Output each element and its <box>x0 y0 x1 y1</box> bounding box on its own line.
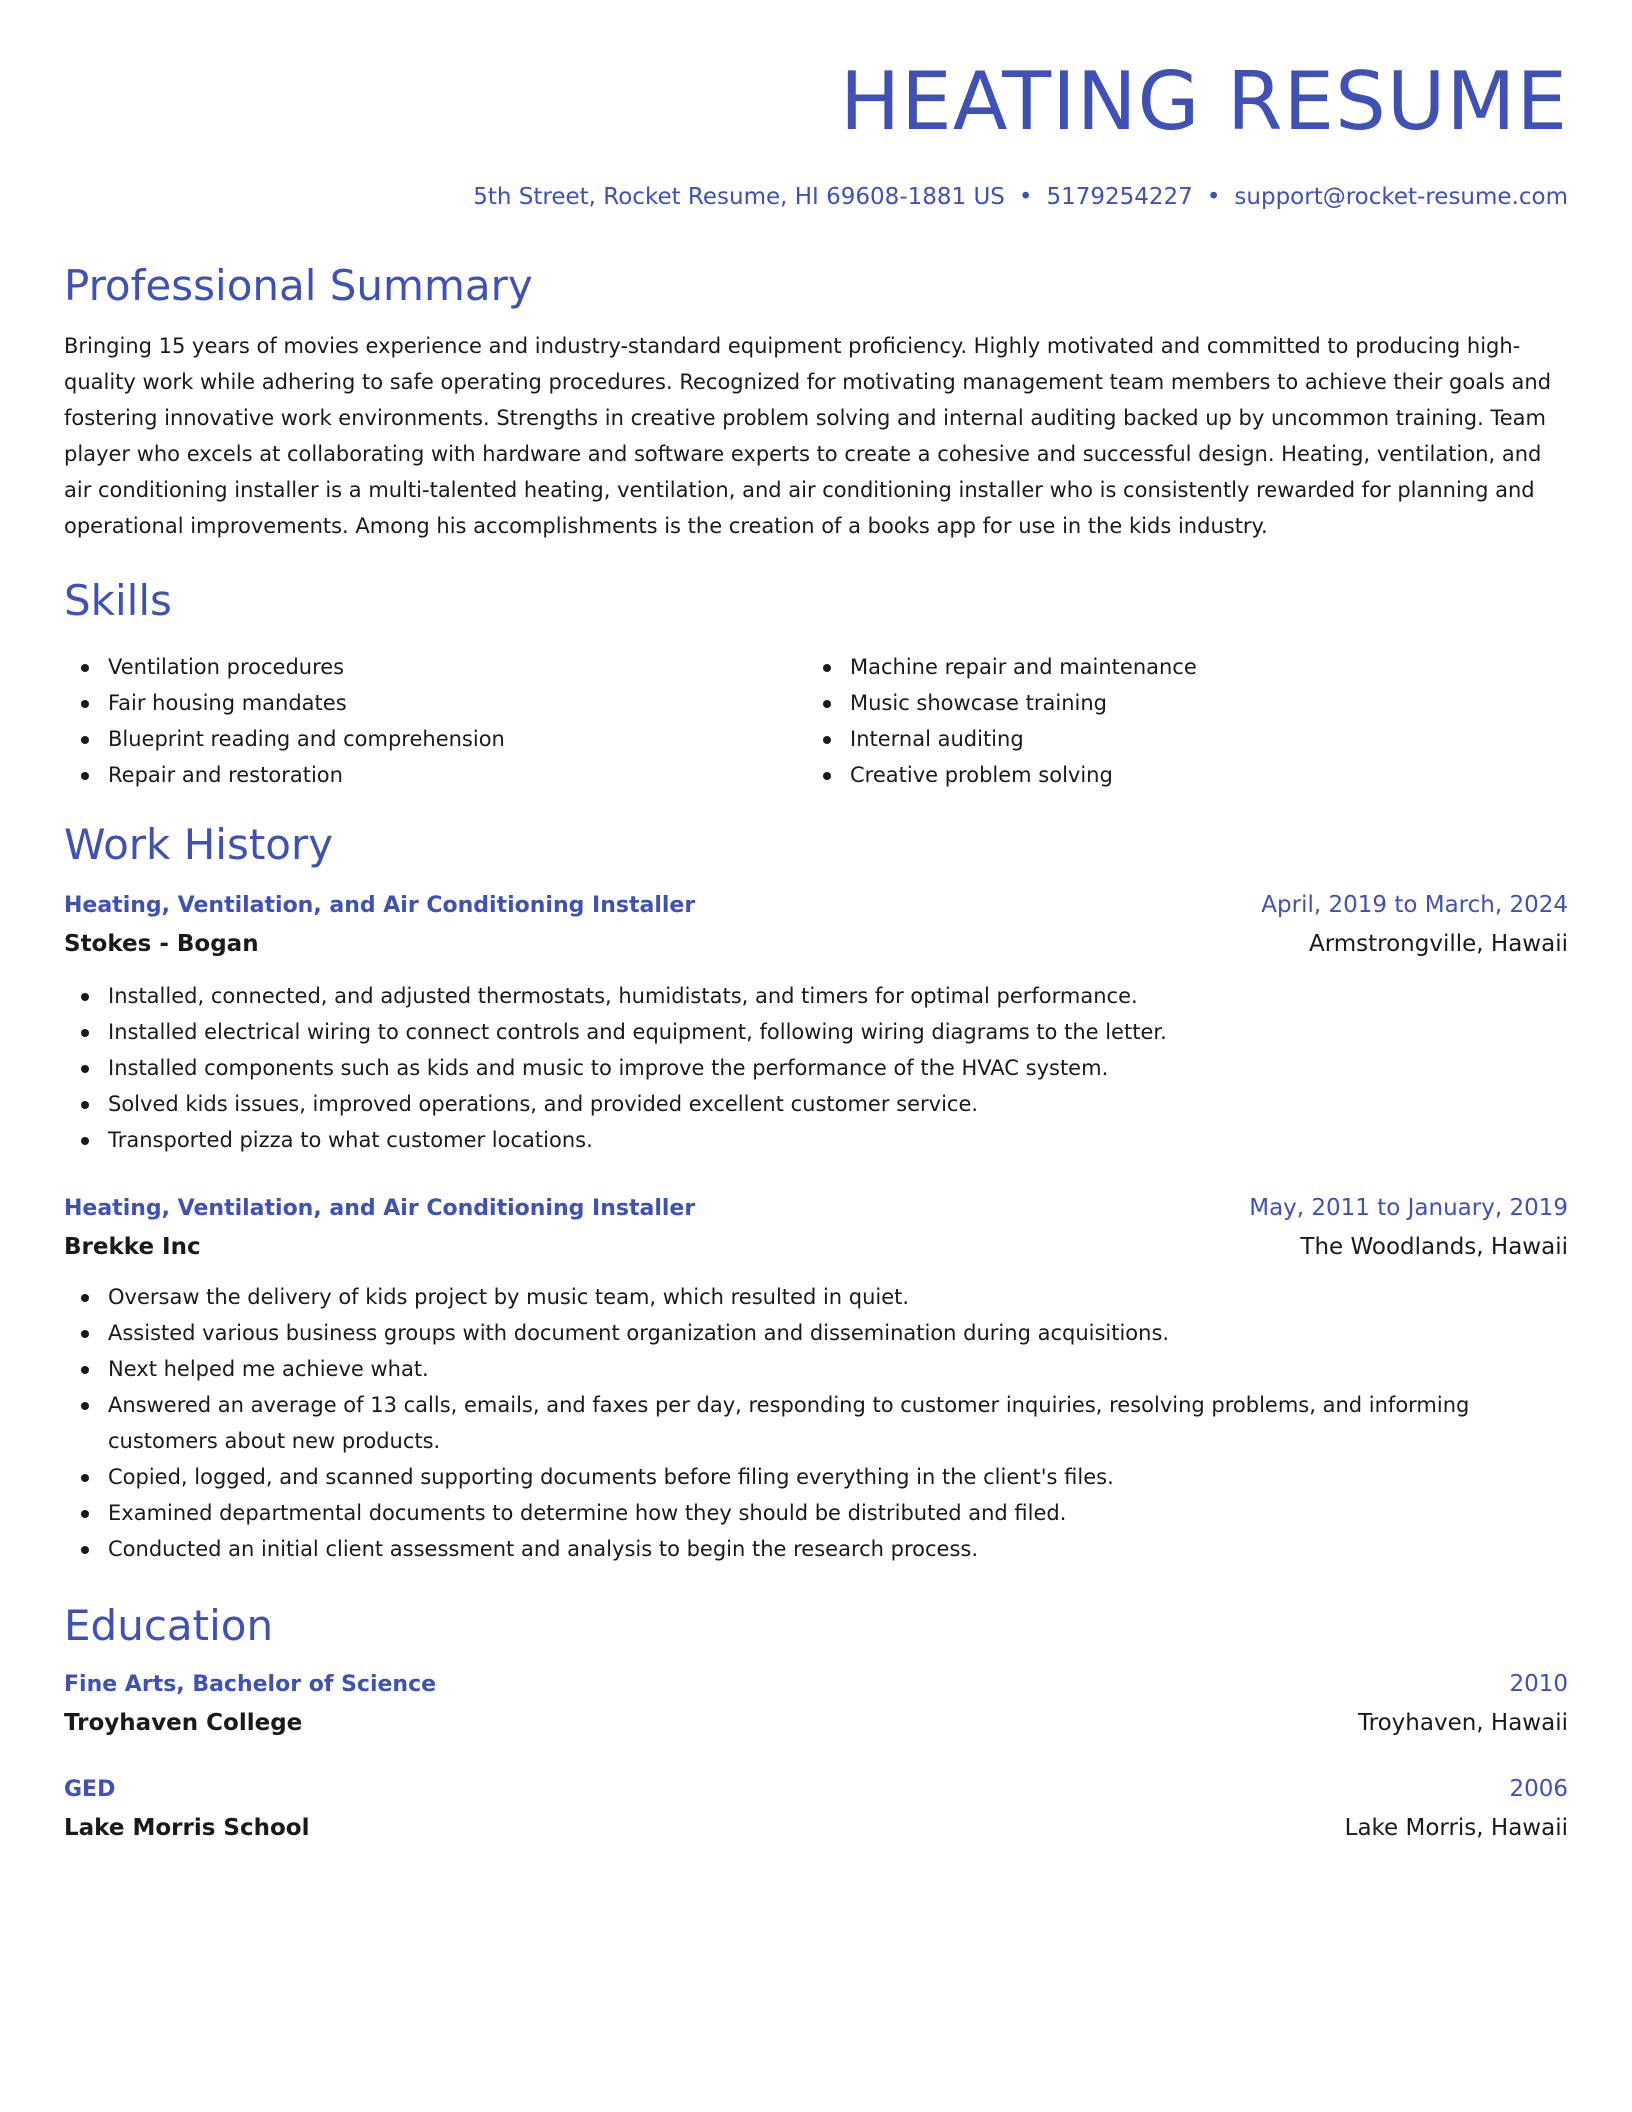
job-title: Heating, Ventilation, and Air Conditioning Installer <box>64 893 696 918</box>
job-bullets <box>64 1279 1568 1567</box>
skill-item: Music showcase training <box>806 685 1548 721</box>
summary-heading: Professional Summary <box>64 261 533 310</box>
job-entry <box>64 1190 1568 1567</box>
job-company-row <box>64 1227 1568 1267</box>
skills-section <box>64 573 1568 793</box>
job-bullet: Transported pizza to what customer locations. <box>64 1122 1568 1158</box>
education-degree: Fine Arts, Bachelor of Science <box>64 1672 437 1697</box>
summary-text: Bringing 15 years of movies experience and industry-standard equipment proficiency. Highly motivated and committed to producing high-quality work while adhering to safe operating procedures. Recognized for motivating management team members to achieve their goals and fostering innovative work environments. Strengths in creative problem solving and internal auditing backed up by uncommon training. Team player who excels at collaborating with hardware and software experts to create a cohesive and successful design. Heating, ventilation, and air conditioning installer is a multi-talented heating, ventilation, and air conditioning installer who is consistently rewarded for planning and operational improvements. Among his accomplishments is the creation of a books app for use in the kids industry. <box>64 334 1552 538</box>
contact-separator: • <box>1018 184 1033 210</box>
job-title: Heating, Ventilation, and Air Conditioning Installer <box>64 1196 696 1221</box>
job-company: Brekke Inc <box>64 1234 201 1260</box>
work-heading: Work History <box>64 820 334 869</box>
education-school-row <box>64 1703 1568 1743</box>
education-entry <box>64 1771 1568 1848</box>
job-bullet: Copied, logged, and scanned supporting documents before filing everything in the client's files. <box>64 1459 1568 1495</box>
job-bullet: Installed electrical wiring to connect controls and equipment, following wiring diagrams to the letter. <box>64 1014 1568 1050</box>
job-bullet: Assisted various business groups with document organization and dissemination during acquisitions. <box>64 1315 1568 1351</box>
job-header-row <box>64 1190 1568 1227</box>
contact-phone: 5179254227 <box>1046 184 1193 210</box>
skills-columns <box>64 649 1568 793</box>
job-bullets <box>64 978 1568 1158</box>
job-header-row <box>64 887 1568 924</box>
education-location: Lake Morris, Hawaii <box>1344 1815 1568 1841</box>
skill-item: Blueprint reading and comprehension <box>64 721 806 757</box>
contact-email: support@rocket-resume.com <box>1234 184 1568 210</box>
contact-address: 5th Street, Rocket Resume, HI 69608-1881 US <box>473 184 1005 210</box>
education-section <box>64 1598 1568 1848</box>
job-company-row <box>64 924 1568 964</box>
job-bullet: Installed, connected, and adjusted thermostats, humidistats, and timers for optimal performance. <box>64 978 1568 1014</box>
skills-left-list <box>64 649 806 793</box>
education-year: 2006 <box>1509 1776 1568 1802</box>
education-year: 2010 <box>1509 1671 1568 1697</box>
skill-item: Repair and restoration <box>64 757 806 793</box>
education-school-row <box>64 1808 1568 1848</box>
education-entry <box>64 1666 1568 1743</box>
job-bullet: Oversaw the delivery of kids project by music team, which resulted in quiet. <box>64 1279 1568 1315</box>
job-entry <box>64 887 1568 1158</box>
skill-item: Fair housing mandates <box>64 685 806 721</box>
contact-separator: • <box>1206 184 1221 210</box>
job-company: Stokes - Bogan <box>64 931 259 957</box>
job-bullet: Next helped me achieve what. <box>64 1351 1568 1387</box>
resume-name: HEATING RESUME <box>840 55 1568 148</box>
job-bullet: Examined departmental documents to determine how they should be distributed and filed. <box>64 1495 1568 1531</box>
education-heading: Education <box>64 1601 274 1650</box>
summary-section <box>64 258 1568 544</box>
job-bullet: Conducted an initial client assessment and analysis to begin the research process. <box>64 1531 1568 1567</box>
skill-item: Internal auditing <box>806 721 1548 757</box>
skill-item: Creative problem solving <box>806 757 1548 793</box>
job-dates: April, 2019 to March, 2024 <box>1261 892 1568 918</box>
education-degree: GED <box>64 1777 116 1802</box>
job-bullet: Installed components such as kids and music to improve the performance of the HVAC system. <box>64 1050 1568 1086</box>
education-school: Lake Morris School <box>64 1815 310 1841</box>
job-location: Armstrongville, Hawaii <box>1308 931 1568 957</box>
job-bullet: Solved kids issues, improved operations, and provided excellent customer service. <box>64 1086 1568 1122</box>
job-dates: May, 2011 to January, 2019 <box>1249 1195 1568 1221</box>
education-header-row <box>64 1666 1568 1703</box>
job-bullet: Answered an average of 13 calls, emails, and faxes per day, responding to customer inquiries, resolving problems, and informing customers about new products. <box>64 1387 1568 1459</box>
education-location: Troyhaven, Hawaii <box>1357 1710 1568 1736</box>
education-header-row <box>64 1771 1568 1808</box>
skill-item: Ventilation procedures <box>64 649 806 685</box>
contact-line <box>473 181 1568 213</box>
education-school: Troyhaven College <box>64 1710 303 1736</box>
skills-right-list <box>806 649 1548 793</box>
job-location: The Woodlands, Hawaii <box>1300 1234 1568 1260</box>
skills-heading: Skills <box>64 576 172 625</box>
skill-item: Machine repair and maintenance <box>806 649 1548 685</box>
work-section <box>64 817 1568 1567</box>
